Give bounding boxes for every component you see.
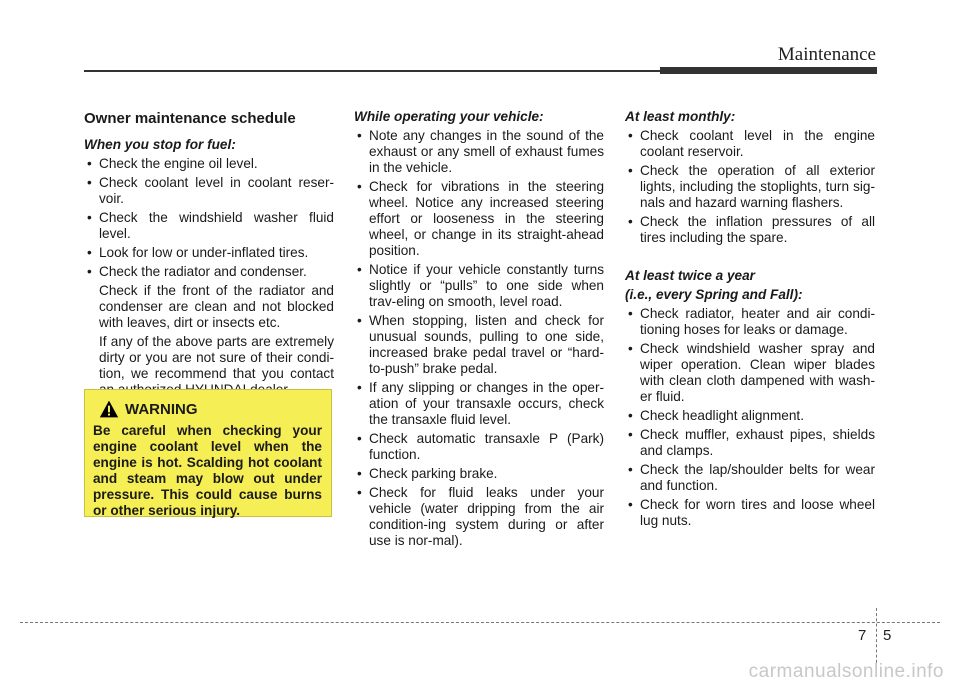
- warning-header: [99, 396, 322, 422]
- chapter-number: 7: [858, 627, 867, 644]
- section-heading: Owner maintenance schedule: [84, 110, 296, 127]
- warning-text: Be careful when checking your engine coolant level when the engine is hot. Scalding hot coolant and steam may blow out under pressure. This could cause burns or other serious injury.: [93, 423, 322, 518]
- operating-checklist: [354, 128, 604, 549]
- list-item: • Check the engine oil level.: [84, 156, 334, 172]
- list-item: • Check headlight alignment.: [625, 408, 875, 424]
- subheading-twice-yearly-detail: (i.e., every Spring and Fall):: [625, 287, 803, 302]
- list-item: • Note any changes in the sound of the exhaust or any smell of exhaust fumes in the vehicle.: [354, 128, 604, 176]
- radiator-paragraph: Check if the front of the radiator and condenser are clean and not blocked with leaves, dirt or insects etc.: [99, 283, 334, 330]
- list-item: • Check the operation of all exterior lights, including the stoplights, turn sig-nals and hazard warning flashers.: [625, 163, 875, 211]
- column-right: [625, 109, 875, 532]
- list-item: • If any slipping or changes in the oper-ation of your transaxle occurs, check the transaxle fluid level.: [354, 380, 604, 428]
- twice-yearly-checklist: [625, 306, 875, 529]
- list-item: • Check coolant level in coolant reser-voir.: [84, 175, 334, 207]
- list-item: • Look for low or under-inflated tires.: [84, 245, 334, 261]
- list-item: • Check coolant level in the engine coolant reservoir.: [625, 128, 875, 160]
- subheading-while-operating: While operating your vehicle:: [354, 109, 544, 124]
- list-item: • Check radiator, heater and air condi-tioning hoses for leaks or damage.: [625, 306, 875, 338]
- subheading-twice-yearly: At least twice a year: [625, 268, 755, 283]
- column-middle: [354, 109, 604, 552]
- header-rule: [84, 70, 660, 72]
- column-left: [84, 109, 334, 398]
- list-item: • Check the radiator and condenser.: [84, 264, 334, 280]
- watermark-text: carmanualsonline.info: [748, 661, 944, 682]
- list-item: • Check muffler, exhaust pipes, shields and clamps.: [625, 427, 875, 459]
- page-header-title: Maintenance: [777, 44, 876, 65]
- list-item: • Check the inflation pressures of all tires including the spare.: [625, 214, 875, 246]
- warning-box: [84, 389, 332, 517]
- header-rule-accent: [660, 67, 877, 74]
- list-item: • Check for worn tires and loose wheel lug nuts.: [625, 497, 875, 529]
- list-item: • Check parking brake.: [354, 466, 604, 482]
- list-item: • Check windshield washer spray and wiper operation. Clean wiper blades with clean cloth dampened with wash-er fluid.: [625, 341, 875, 405]
- warning-triangle-icon: [99, 399, 119, 419]
- list-item: • Check the lap/shoulder belts for wear and function.: [625, 462, 875, 494]
- list-item: • Check the windshield washer fluid level.: [84, 210, 334, 242]
- fuel-stop-checklist: [84, 156, 334, 280]
- warning-title: WARNING: [125, 400, 198, 418]
- footer-rule: [20, 622, 940, 623]
- list-item: • When stopping, listen and check for unusual sounds, pulling to one side, increased brake pedal travel or “hard-to-push” brake pedal.: [354, 313, 604, 377]
- footer-page-divider: [876, 608, 877, 668]
- list-item: • Check for fluid leaks under your vehicle (water dripping from the air condition-ing system during or after use is nor-mal).: [354, 485, 604, 549]
- page-number: 5: [883, 627, 892, 644]
- subheading-fuel-stop: When you stop for fuel:: [84, 137, 236, 152]
- subheading-monthly: At least monthly:: [625, 109, 736, 124]
- dealer-paragraph: If any of the above parts are extremely dirty or you are not sure of their condi-tion, we recommend that you contact: [99, 334, 334, 381]
- list-item: • Check for vibrations in the steering wheel. Notice any increased steering effort or looseness in the steering wheel, or change in its straight-ahead position.: [354, 179, 604, 259]
- list-item: • Notice if your vehicle constantly turns slightly or “pulls” to one side when trav-eling on smooth, level road.: [354, 262, 604, 310]
- monthly-checklist: [625, 128, 875, 246]
- list-item: • Check automatic transaxle P (Park) function.: [354, 431, 604, 463]
